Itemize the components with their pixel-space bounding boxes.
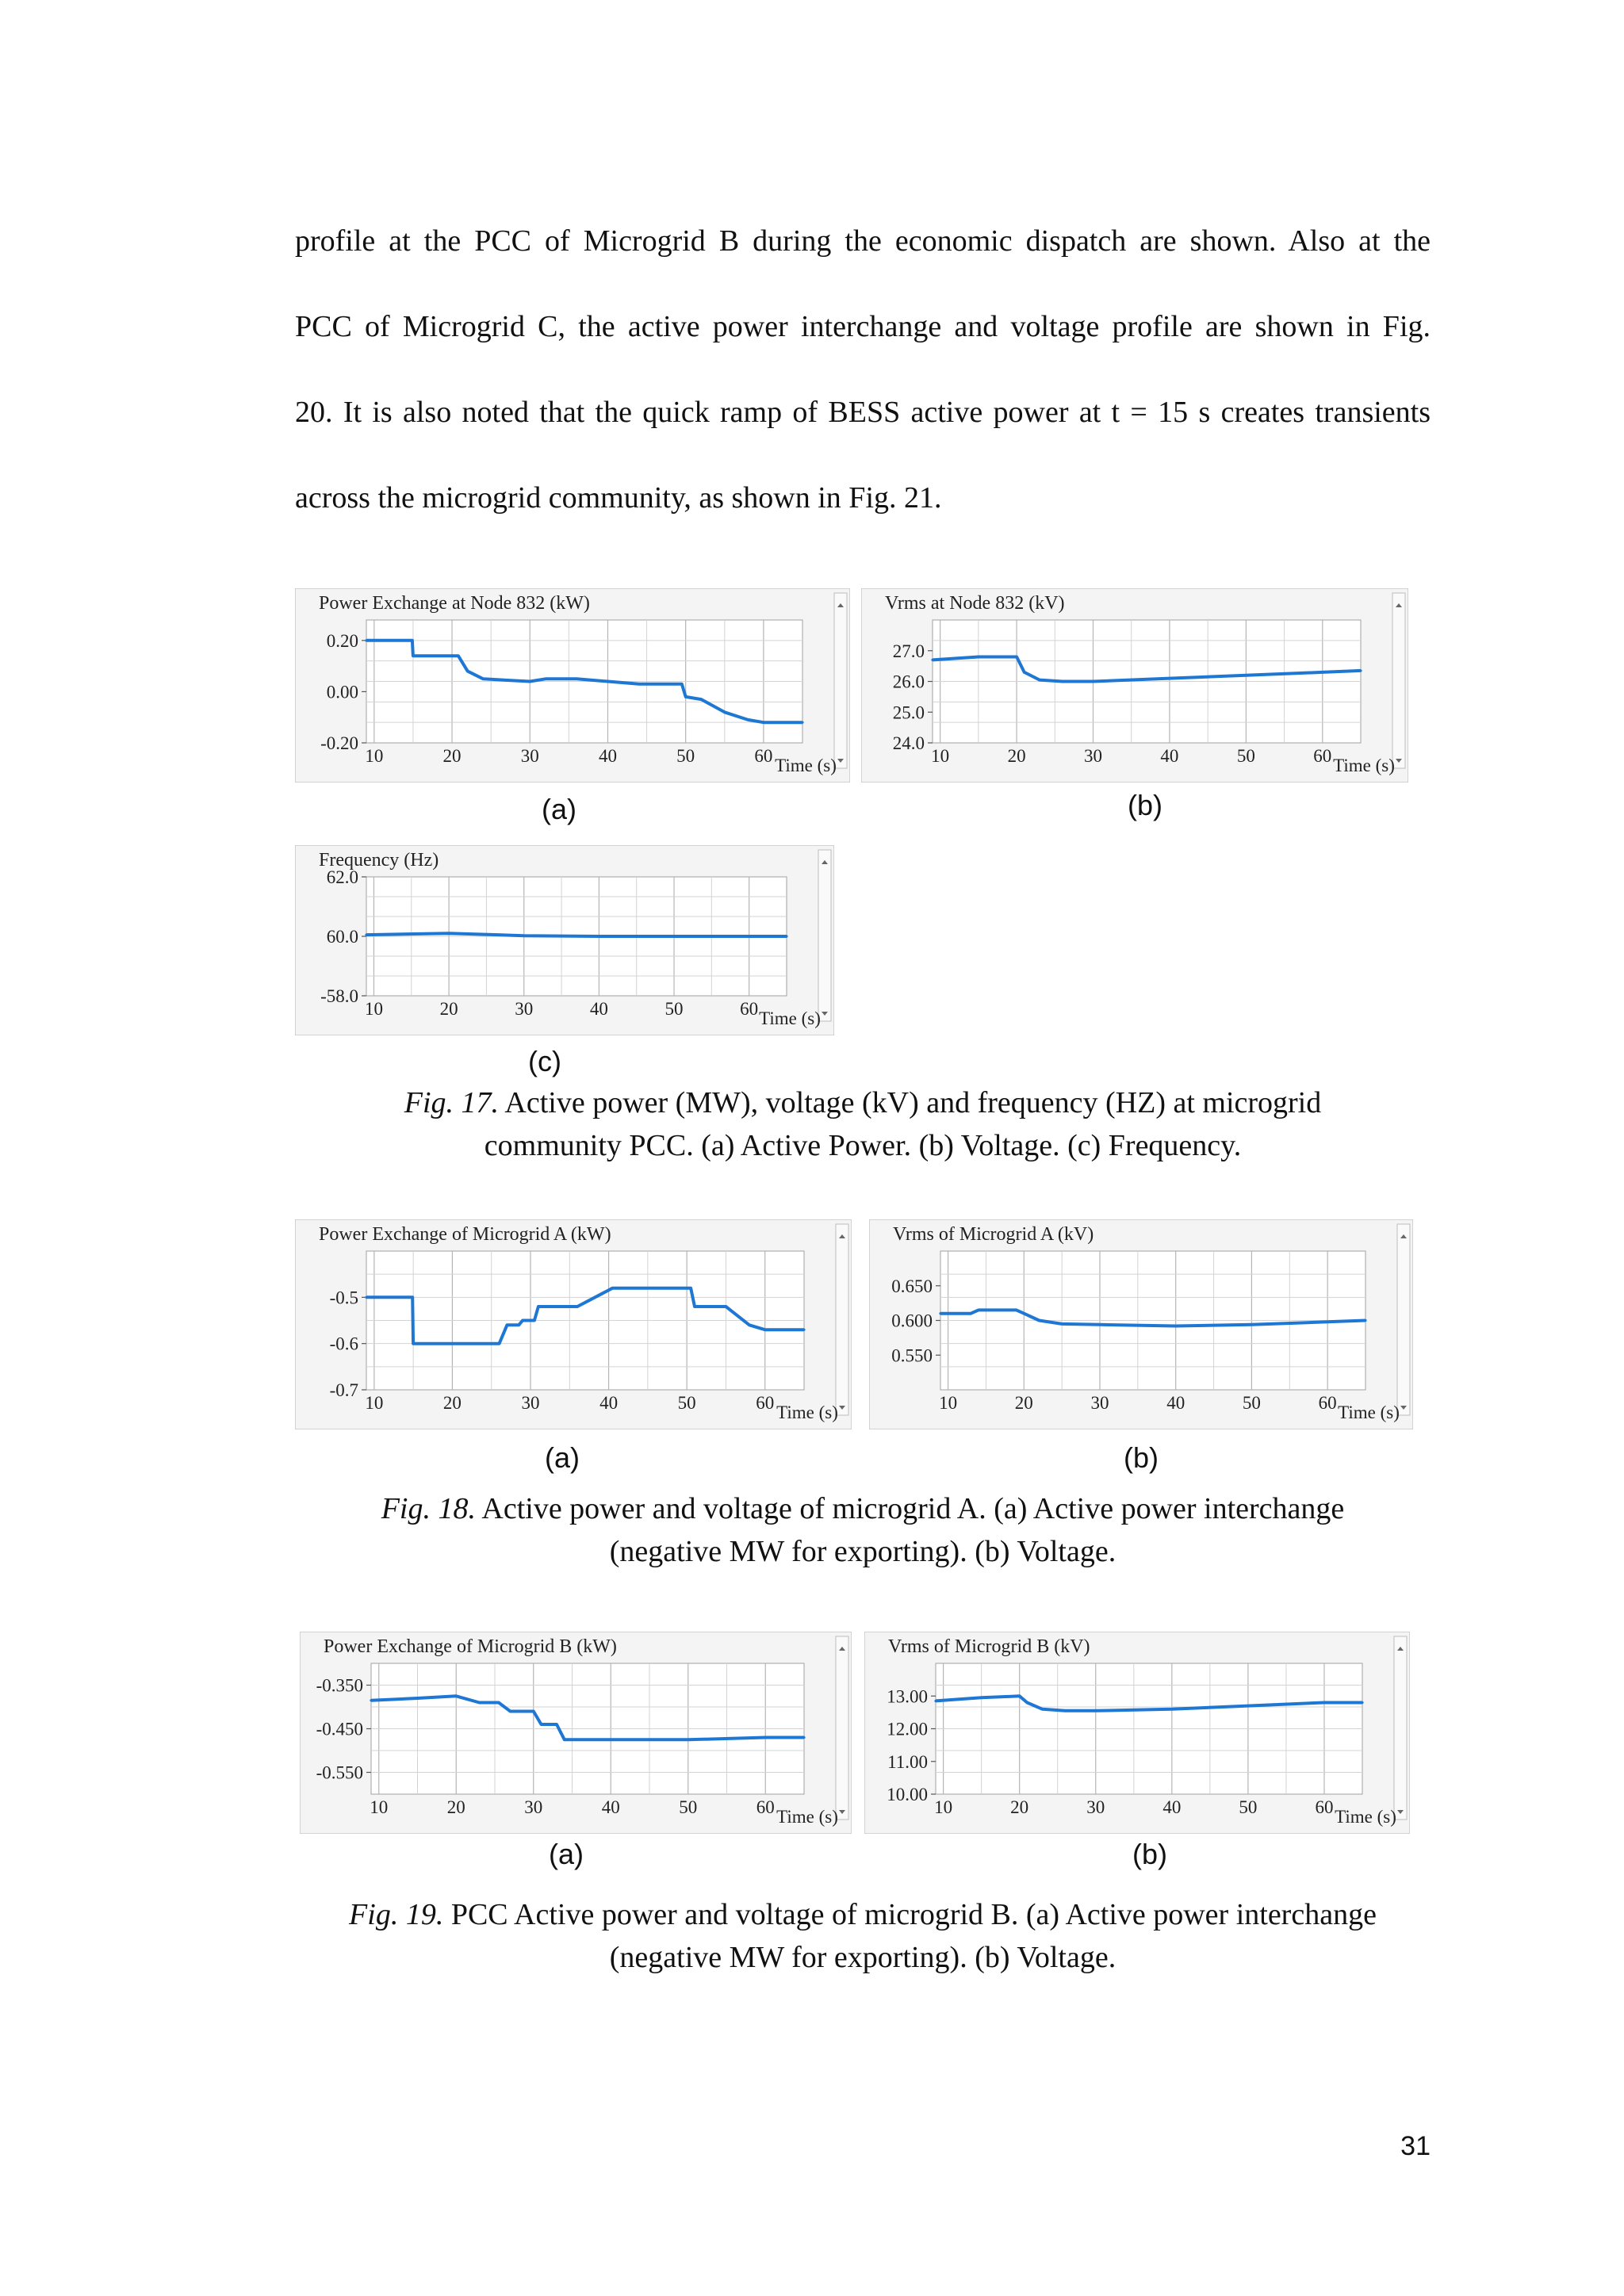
data-point: [762, 721, 764, 724]
data-point: [607, 680, 609, 683]
data-point: [478, 1701, 481, 1704]
x-tick-label: 60: [1313, 746, 1332, 766]
caption-text: (negative MW for exporting). (b) Voltage.: [609, 1535, 1116, 1568]
sub-label: (b): [1132, 1838, 1167, 1870]
figure-caption: [295, 1081, 1431, 1167]
figure-number: Fig. 17.: [404, 1086, 500, 1119]
data-point: [801, 721, 803, 724]
data-point: [457, 655, 459, 657]
data-point: [1168, 677, 1170, 679]
y-tick-label: 0.550: [891, 1345, 933, 1366]
y-tick-label: 26.0: [892, 672, 925, 692]
data-point: [540, 1723, 542, 1725]
chart-fig17c: [295, 845, 834, 1035]
x-tick-label: 60: [1318, 1393, 1337, 1413]
x-axis-label: Time (s): [776, 1402, 838, 1422]
data-point: [576, 678, 578, 680]
x-tick-label: 60: [754, 746, 773, 766]
figure-number: Fig. 19.: [349, 1898, 444, 1931]
paragraph-line: across the microgrid community, as shown in Fig. 21.: [295, 481, 942, 515]
data-point: [1038, 1319, 1040, 1322]
x-tick-label: 50: [665, 999, 684, 1019]
data-point: [1015, 656, 1017, 658]
data-point: [611, 1287, 614, 1289]
data-point: [529, 680, 531, 683]
paragraph-line: PCC of Microgrid C, the active power interchange and voltage profile are shown in Fig.: [295, 310, 1431, 343]
y-tick-label: 10.00: [887, 1785, 928, 1804]
x-tick-label: 50: [1242, 1393, 1261, 1413]
data-point: [1359, 669, 1362, 672]
figure-number: Fig. 18.: [381, 1492, 476, 1525]
x-tick-label: 40: [1162, 1797, 1182, 1817]
paragraph-line: profile at the PCC of Microgrid B during the economic dispatch are shown. Also at the: [295, 224, 1431, 258]
x-tick-label: 30: [1084, 746, 1102, 766]
data-point: [455, 1695, 458, 1697]
data-point: [1026, 1701, 1028, 1704]
y-tick-label: 60.0: [326, 927, 358, 947]
data-point: [785, 935, 787, 937]
y-tick-label: -0.5: [329, 1288, 358, 1308]
data-point: [365, 1296, 367, 1299]
y-tick-label: 24.0: [892, 733, 925, 753]
y-tick-label: -0.450: [316, 1719, 363, 1739]
figure-caption: [295, 1893, 1431, 1979]
chart-fig17b: [861, 588, 1408, 783]
caption-text: community PCC. (a) Active Power. (b) Voltage. (c) Frequency.: [484, 1129, 1242, 1162]
data-point: [1023, 1312, 1025, 1314]
data-point: [1170, 1708, 1173, 1710]
data-point: [412, 655, 414, 657]
data-point: [1041, 1708, 1044, 1710]
x-tick-label: 10: [370, 1797, 389, 1817]
x-tick-label: 30: [1090, 1393, 1109, 1413]
y-tick-label: -0.350: [316, 1675, 363, 1696]
data-point: [684, 695, 687, 698]
sub-label: (b): [1128, 789, 1162, 821]
chart-fig19b: [864, 1632, 1410, 1834]
data-point: [1251, 1323, 1253, 1326]
data-point: [370, 1699, 372, 1701]
body-paragraph: [295, 198, 1431, 541]
fig18b-svg: [869, 1219, 1413, 1429]
paragraph-line: 20. It is also noted that the quick ramp of BESS active power at t = 15 s creates transients: [295, 396, 1431, 429]
data-point: [764, 1329, 766, 1331]
data-point: [555, 1723, 557, 1725]
sub-label: (b): [1124, 1441, 1159, 1474]
x-tick-label: 20: [1010, 1797, 1029, 1817]
x-tick-label: 60: [1315, 1797, 1334, 1817]
x-axis-label: Time (s): [759, 1008, 821, 1028]
data-point: [748, 935, 750, 937]
x-tick-label: 40: [1166, 1393, 1185, 1413]
x-tick-label: 40: [589, 999, 608, 1019]
data-point: [1023, 671, 1025, 673]
data-point: [802, 1329, 805, 1331]
figure-caption: [295, 1487, 1431, 1573]
data-point: [693, 1305, 695, 1307]
data-point: [723, 711, 726, 714]
data-point: [931, 659, 933, 661]
data-point: [700, 698, 703, 701]
data-point: [764, 1736, 767, 1739]
data-point: [448, 932, 450, 935]
scrollbar[interactable]: [818, 850, 831, 1021]
x-tick-label: 50: [676, 746, 695, 766]
x-tick-label: 60: [740, 999, 759, 1019]
fig17c-svg: [295, 845, 834, 1035]
x-tick-label: 20: [1014, 1393, 1033, 1413]
x-axis-label: Time (s): [776, 1807, 838, 1827]
y-tick-label: 11.00: [887, 1751, 928, 1772]
chart-fig17a: [295, 588, 850, 783]
data-point: [1364, 1319, 1366, 1322]
data-point: [365, 934, 367, 936]
x-axis-label: Time (s): [1335, 1807, 1396, 1827]
data-point: [1247, 1705, 1249, 1707]
scrollbar[interactable]: [834, 593, 847, 768]
data-point: [980, 1697, 982, 1699]
data-point: [939, 1312, 941, 1314]
data-point: [544, 678, 546, 680]
x-tick-label: 30: [521, 1393, 540, 1413]
data-point: [1321, 671, 1323, 673]
sub-label: (a): [545, 1441, 580, 1474]
data-point: [598, 935, 600, 937]
fig17b-svg: [861, 588, 1408, 783]
data-point: [533, 1319, 535, 1322]
x-tick-label: 60: [756, 1393, 775, 1413]
data-point: [1061, 680, 1063, 683]
data-point: [537, 1305, 539, 1307]
x-tick-label: 10: [934, 1797, 953, 1817]
data-point: [416, 1697, 419, 1699]
data-point: [1323, 1701, 1325, 1704]
data-point: [1092, 680, 1094, 683]
data-point: [573, 1305, 575, 1307]
x-tick-label: 40: [601, 1797, 620, 1817]
data-point: [497, 1701, 500, 1704]
data-point: [977, 656, 979, 658]
data-point: [412, 1342, 415, 1345]
caption-text: (negative MW for exporting). (b) Voltage.: [609, 1941, 1116, 1974]
x-tick-label: 50: [679, 1797, 698, 1817]
chart-title: Vrms of Microgrid B (kV): [888, 1636, 1090, 1657]
data-point: [680, 683, 683, 685]
data-point: [977, 1309, 979, 1311]
scrollbar[interactable]: [1394, 1636, 1407, 1820]
data-point: [1018, 1695, 1021, 1697]
y-tick-label: -0.550: [316, 1762, 363, 1783]
data-point: [509, 1710, 511, 1712]
x-tick-label: 30: [1086, 1797, 1105, 1817]
y-tick-label: -0.20: [320, 733, 358, 753]
data-point: [1064, 1709, 1067, 1712]
data-point: [563, 1739, 565, 1741]
data-point: [970, 1312, 972, 1314]
y-tick-label: 0.600: [891, 1311, 933, 1331]
y-tick-label: 0.20: [326, 630, 358, 651]
x-tick-label: 40: [599, 1393, 619, 1413]
data-point: [532, 1710, 534, 1712]
fig17a-svg: [295, 588, 850, 783]
y-tick-label: 62.0: [326, 867, 358, 887]
data-point: [518, 1324, 520, 1326]
data-point: [1038, 679, 1040, 681]
chart-fig18a: [295, 1219, 852, 1429]
x-tick-label: 40: [1160, 746, 1179, 766]
fig19a-svg: [300, 1632, 852, 1834]
data-point: [365, 639, 367, 641]
scrollbar[interactable]: [836, 1636, 848, 1820]
data-point: [1327, 1321, 1329, 1323]
data-point: [615, 1287, 618, 1289]
y-tick-label: 27.0: [892, 641, 925, 661]
data-point: [1361, 1701, 1363, 1704]
x-tick-label: 10: [931, 746, 950, 766]
caption-text: Active power and voltage of microgrid A. (a) Active power interchange: [481, 1492, 1345, 1525]
x-tick-label: 20: [442, 746, 462, 766]
y-tick-label: 12.00: [887, 1719, 928, 1739]
scrollbar[interactable]: [836, 1224, 848, 1415]
chart-title: Vrms at Node 832 (kV): [885, 593, 1065, 614]
data-point: [725, 1305, 727, 1307]
data-point: [576, 1305, 579, 1307]
x-tick-label: 40: [598, 746, 617, 766]
data-point: [747, 718, 749, 721]
x-tick-label: 30: [515, 999, 534, 1019]
x-tick-label: 20: [442, 1393, 462, 1413]
data-point: [1015, 1309, 1017, 1311]
y-tick-label: -58.0: [320, 986, 358, 1006]
x-axis-label: Time (s): [775, 756, 837, 775]
sub-label: (a): [549, 1838, 584, 1870]
y-tick-label: 0.650: [891, 1276, 933, 1296]
data-point: [610, 1739, 612, 1741]
sub-label: (a): [542, 793, 576, 825]
data-point: [1245, 674, 1247, 676]
y-tick-label: -0.7: [329, 1380, 358, 1400]
data-point: [482, 678, 485, 680]
data-point: [412, 1296, 414, 1299]
x-tick-label: 30: [524, 1797, 543, 1817]
data-point: [934, 1700, 936, 1702]
x-tick-label: 60: [756, 1797, 775, 1817]
x-tick-label: 30: [520, 746, 539, 766]
data-point: [748, 1324, 750, 1326]
data-point: [638, 683, 640, 685]
sub-label: (c): [528, 1045, 561, 1077]
chart-fig18b: [869, 1219, 1413, 1429]
chart-fig19a: [300, 1632, 852, 1834]
chart-title: Frequency (Hz): [319, 850, 439, 871]
chart-title: Power Exchange of Microgrid B (kW): [324, 1636, 617, 1657]
fig19b-svg: [864, 1632, 1410, 1834]
scrollbar[interactable]: [1397, 1224, 1410, 1415]
x-tick-label: 50: [1239, 1797, 1258, 1817]
x-axis-label: Time (s): [1338, 1402, 1400, 1422]
data-point: [687, 1739, 689, 1741]
fig18a-svg: [295, 1219, 852, 1429]
data-point: [1098, 1323, 1101, 1326]
data-point: [498, 1342, 500, 1345]
data-point: [802, 1736, 805, 1739]
x-tick-label: 10: [364, 999, 383, 1019]
x-tick-label: 10: [365, 1393, 384, 1413]
data-point: [689, 1287, 691, 1289]
x-tick-label: 50: [1236, 746, 1255, 766]
y-tick-label: -0.6: [329, 1334, 358, 1354]
scrollbar[interactable]: [1392, 593, 1405, 768]
y-tick-label: 25.0: [892, 702, 925, 723]
x-tick-label: 20: [446, 1797, 465, 1817]
caption-text: PCC Active power and voltage of microgrid B. (a) Active power interchange: [450, 1898, 1377, 1931]
data-point: [672, 935, 675, 937]
chart-title: Power Exchange at Node 832 (kW): [319, 593, 590, 614]
page-number: 31: [1400, 2131, 1431, 2161]
data-point: [523, 935, 525, 937]
y-tick-label: 13.00: [887, 1686, 928, 1707]
chart-title: Vrms of Microgrid A (kV): [893, 1224, 1094, 1245]
data-point: [1174, 1325, 1177, 1327]
x-tick-label: 10: [939, 1393, 958, 1413]
x-axis-label: Time (s): [1333, 756, 1395, 775]
x-tick-label: 50: [677, 1393, 696, 1413]
caption-text: Active power (MW), voltage (kV) and frequency (HZ) at microgrid: [504, 1086, 1322, 1119]
data-point: [1061, 1322, 1063, 1325]
data-point: [522, 1319, 524, 1322]
data-point: [411, 639, 413, 641]
y-tick-label: 0.00: [326, 682, 358, 702]
x-tick-label: 10: [365, 746, 384, 766]
data-point: [466, 670, 469, 672]
x-tick-label: 20: [1007, 746, 1026, 766]
x-tick-label: 20: [439, 999, 458, 1019]
data-point: [506, 1324, 508, 1326]
data-point: [1094, 1709, 1097, 1712]
chart-title: Power Exchange of Microgrid A (kW): [319, 1224, 611, 1245]
